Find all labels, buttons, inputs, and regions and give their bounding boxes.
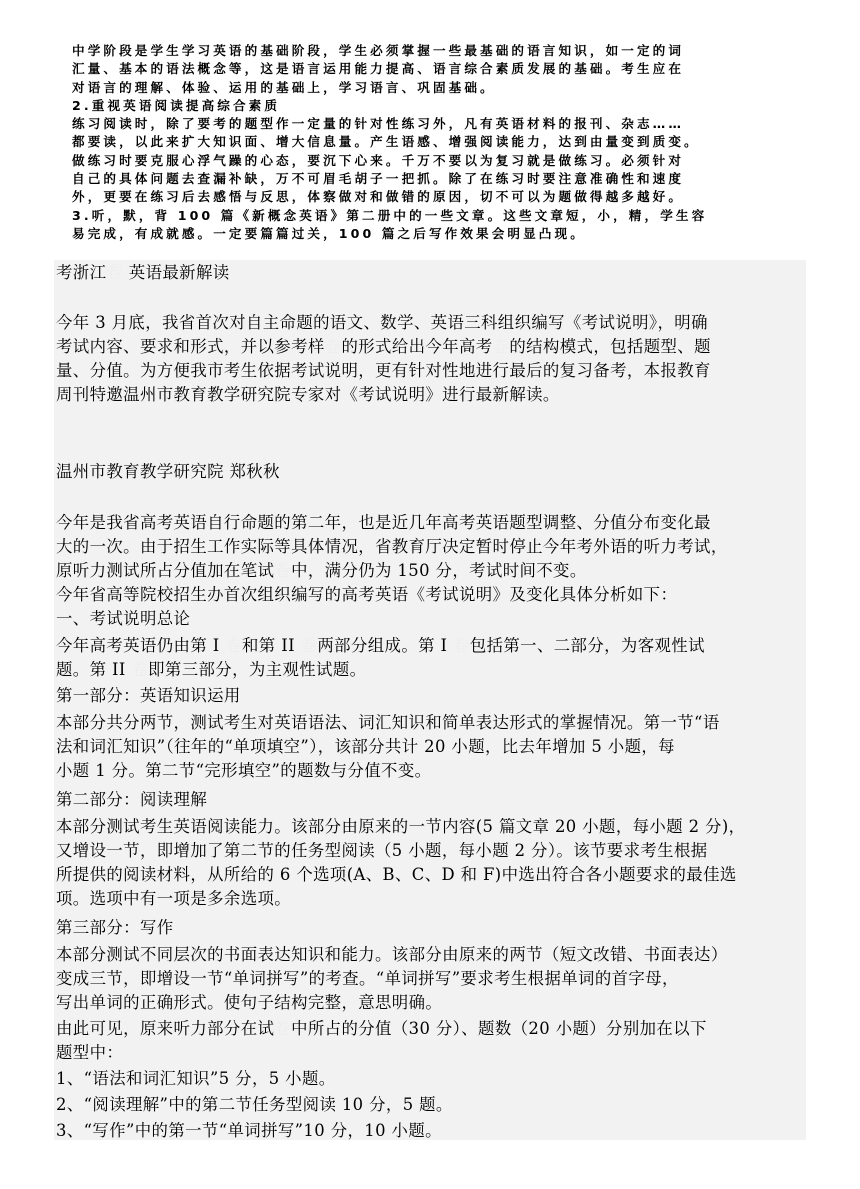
body-line: 本部分测试不同层次的书面表达知识和能力。该部分由原来的两节（短文改错、书面表达）: [56, 945, 728, 964]
list-item: 3、“写作”中的第一节“单词拼写”10 分，10 小题。: [56, 1121, 442, 1140]
body-line: 原听力测试所占分值加在笔试卷中，满分仍为 150 分，考试时间不变。: [56, 561, 587, 580]
body-line: 大的一次。由于招生工作实际等具体情况，省教育厅决定暂时停止今年考外语的听力考试，: [56, 537, 728, 556]
body-line: 今年高考英语仍由第 I 卷和第 II 卷两部分组成。第 I 卷包括第一、二部分，为客观性试: [56, 636, 705, 655]
watermark: 卷: [492, 337, 510, 356]
body-line: 小题 1 分。第二节“完形填空”的题数与分值不变。: [56, 761, 432, 780]
body-line: 本部分测试考生英语阅读能力。该部分由原来的一节内容(5 篇文章 20 小题，每小题 2 分)，: [56, 817, 746, 836]
text-line: 练习阅读时，除了要考的题型作一定量的针对性练习外，凡有英语材料的报刊、杂志……: [72, 116, 685, 132]
watermark: 卷: [131, 660, 149, 679]
section-title: 一、考试说明总论: [56, 609, 191, 628]
part-title: 第二部分：阅读理解: [56, 790, 208, 809]
author-line: 温州市教育教学研究院 郑秋秋: [56, 462, 280, 481]
list-item: 1、“语法和词汇知识”5 分，5 小题。: [56, 1069, 336, 1088]
section-heading: 3.听，默，背 100 篇《新概念英语》第二册中的一些文章。这些文章短，小，精，学生容: [72, 207, 708, 223]
body-line: 所提供的阅读材料，从所给的 6 个选项(A、B、C、D 和 F)中选出符合各小题要求的最佳选: [56, 865, 737, 884]
part-title: 第三部分：写作: [56, 918, 174, 937]
body-line: 又增设一节，即增加了第二节的任务型阅读（5 小题，每小题 2 分）。该节要求考生根据: [56, 841, 708, 860]
body-line: 题型中：: [56, 1043, 124, 1062]
body-line: 项。选项中有一项是多余选项。: [56, 889, 292, 908]
watermark: 卷: [106, 263, 124, 282]
top-text-block: [72, 42, 792, 243]
section-heading: 2.重视英语阅读提高综合素质: [72, 97, 281, 113]
body-line: 今年是我省高考英语自行命题的第二年，也是近几年高考英语题型调整、分值分布变化最: [56, 513, 711, 532]
text-line: 对语言的理解、体验、运用的基础上，学习语言、巩固基础。: [72, 79, 496, 95]
list-item: 2、“阅读理解”中的第二节任务型阅读 10 分，5 题。: [56, 1095, 453, 1114]
intro-line: 周刊特邀温州市教育教学研究院专家对《考试说明》进行最新解读。: [56, 385, 560, 404]
body-line: 变成三节，即增设一节“单词拼写”的考查。“单词拼写”要求考生根据单词的首字母，: [56, 969, 679, 988]
text-line: 中学阶段是学生学习英语的基础阶段，学生必须掌握一些最基础的语言知识，如一定的词: [72, 43, 685, 58]
text-line: 汇量、基本的语法概念等，这是语言运用能力提高、语言综合素质发展的基础。考生应在: [72, 61, 685, 77]
watermark: 卷: [225, 636, 243, 655]
watermark: 卷: [274, 561, 292, 580]
body-line: 今年省高等院校招生办首次组织编写的高考英语《考试说明》及变化具体分析如下：: [56, 585, 678, 604]
watermark: 卷: [274, 1019, 292, 1038]
intro-line: 今年 3 月底，我省首次对自主命题的语文、数学、英语三科组织编写《考试说明》，明确: [56, 313, 708, 332]
article-block: [54, 260, 806, 1140]
text-line: 外，更要在练习后去感悟与反思，体察做对和做错的原因，切不可以为题做得越多越好。: [72, 189, 685, 205]
part-title: 第一部分：英语知识运用: [56, 686, 241, 705]
text-line: 做练习时要克服心浮气躁的心态，要沉下心来。千万不要以为复习就是做练习。必须针对: [72, 152, 685, 168]
body-line: 本部分共分两节，测试考生对英语语法、词汇知识和简单表达形式的掌握情况。第一节“语: [56, 713, 720, 732]
watermark: 卷: [324, 337, 342, 356]
body-line: 写出单词的正确形式。使句子结构完整，意思明确。: [56, 993, 443, 1012]
text-line: 自己的具体问题去查漏补缺，万不可眉毛胡子一把抓。除了在练习时要注意准确性和速度: [72, 171, 685, 187]
article-title: 考浙江卷 英语最新解读: [56, 263, 230, 282]
text-line: 都要读，以此来扩大知识面、增大信息量。产生语感、增强阅读能力，达到由量变到质变。: [72, 134, 700, 150]
body-line: 法和词汇知识”（往年的“单项填空”），该部分共计 20 小题，比去年增加 5 小题，每: [56, 737, 675, 756]
intro-line: 量、分值。为方便我市考生依据考试说明，更有针对性地进行最后的复习备考，本报教育: [56, 361, 711, 380]
text-line: 易完成，有成就感。一定要篇篇过关，100 篇之后写作效果会明显凸现。: [72, 225, 586, 241]
watermark: 卷: [453, 636, 470, 655]
watermark: 卷: [300, 636, 318, 655]
intro-line: 考试内容、要求和形式，并以参考样卷的形式给出今年高考卷的结构模式，包括题型、题: [56, 337, 711, 356]
body-line: 由此可见，原来听力部分在试卷中所占的分值（30 分）、题数（20 小题）分别加在以下: [56, 1019, 707, 1038]
body-line: 题。第 II 卷即第三部分，为主观性试题。: [56, 660, 367, 679]
